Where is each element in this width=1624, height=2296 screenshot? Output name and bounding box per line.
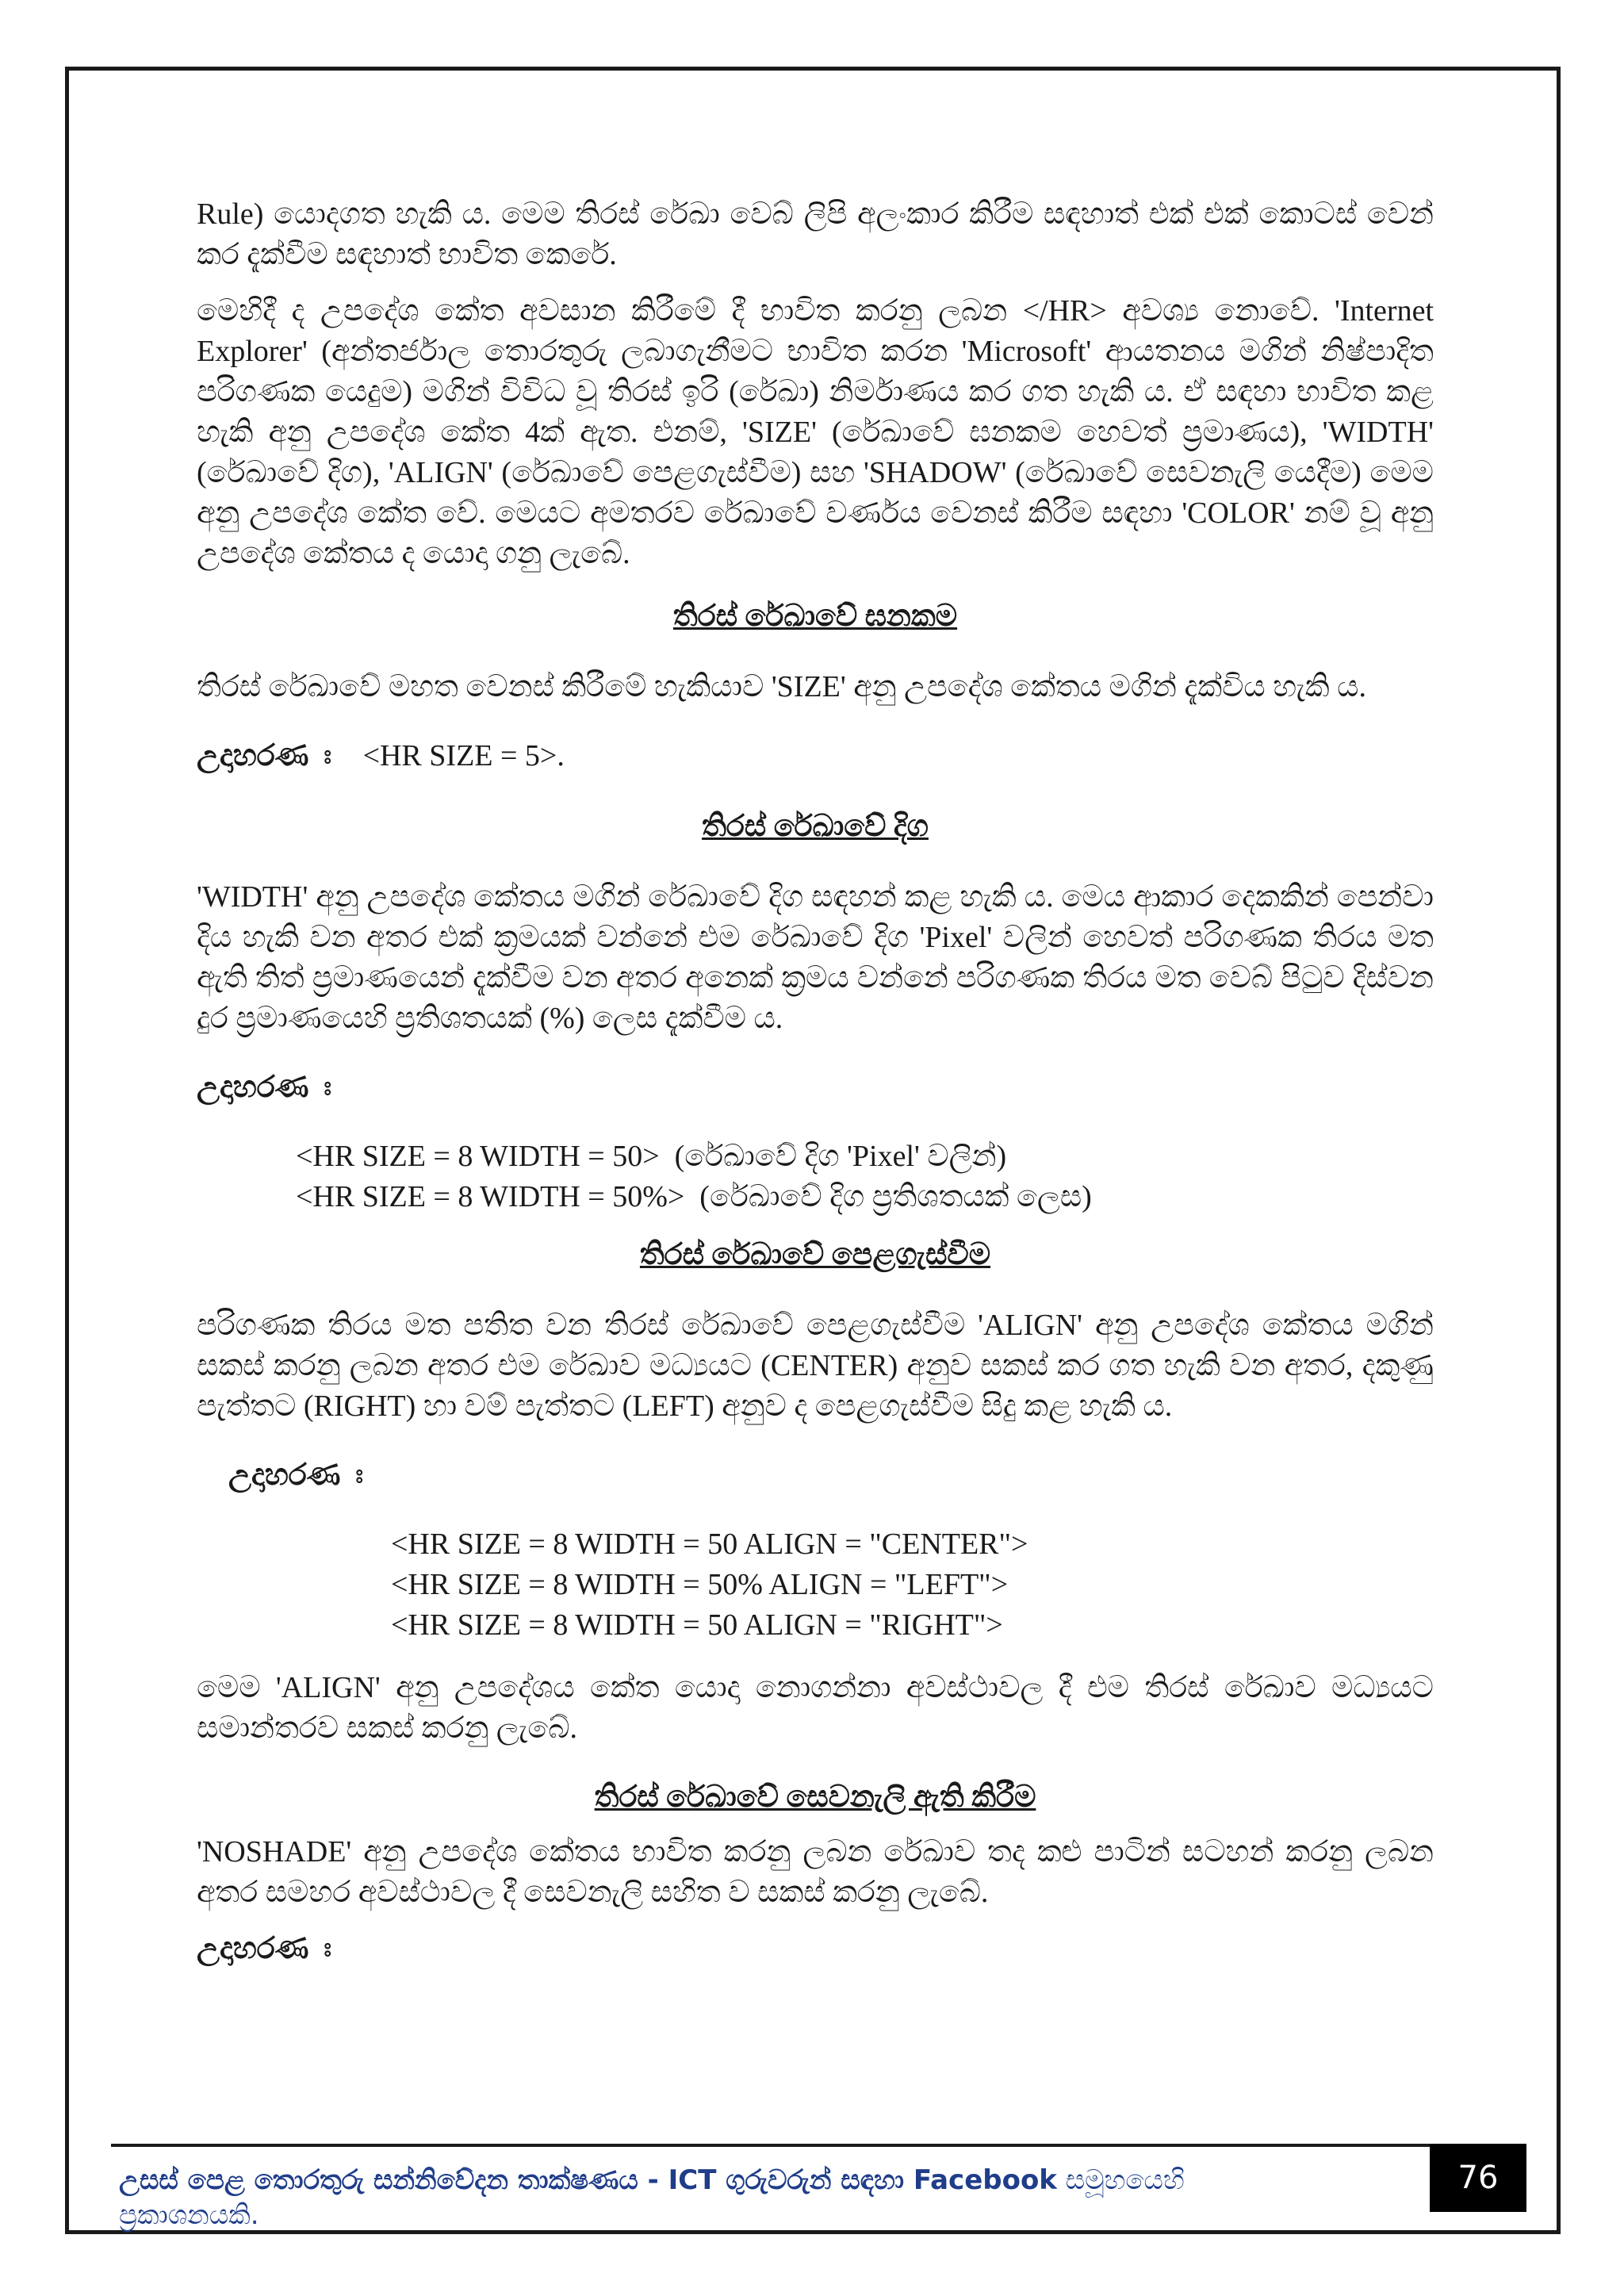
- example-3-code-block: [391, 1524, 1434, 1646]
- paragraph-noshade-attribute: 'NOSHADE' අනු උපදේශ කේතය භාවිත කරනු ලබන රේඛාව තද කළු පාටින් සටහන් කරනු ලබන අතර සමහර අවස්ථාවල දී සෙවනැලි සහිත ව සකස් කරනු ලැබේ.: [197, 1835, 1434, 1909]
- example-code-line: <HR SIZE = 8 WIDTH = 50%> (රේඛාවේ දිග ප්‍රතිශතයක් ලෙස): [296, 1180, 1092, 1213]
- heading-line-thickness: තිරස් රේඛාවේ ඝනකම: [672, 600, 958, 633]
- paragraph-align-default: මෙම 'ALIGN' අනු උපදේශය කේත යොදා නොගන්නා අවස්ථාවල දී එම තිරස් රේඛාව මධ්‍යයට සමාන්තරව සකස් කරනු ලැබේ.: [197, 1671, 1434, 1745]
- example-label: උදාහරණ ඃ: [228, 1458, 364, 1492]
- paragraph-intro: Rule) යොදගත හැකි ය. මෙම තිරස් රේඛා වෙබ් ලිපි අලංකාර කිරීම සඳහාත් එක් එක් කොටස් වෙන් කර දැක්වීම සඳහාත් භාවිත කෙරේ.: [197, 197, 1434, 271]
- example-code-line: <HR SIZE = 8 WIDTH = 50 ALIGN = "RIGHT">: [391, 1608, 1003, 1642]
- paragraph-hr-attributes: මෙහිදී ද උපදේශ කේත අවසාන කිරීමේ දී භාවිත කරනු ලබන </HR> අවශ්‍ය නොවේ. 'Internet Explorer' (අන්තර්ජාල තොරතුරු ලබාගැනීමට භාවිත කරන 'Microsoft' ආයතනය මගින් නිෂ්පාදිත පරිගණක යෙදුම) මගින් විවිධ වූ තිරස් ඉරි (රේඛා) නිර්මාණය කර ගත හැකි ය. ඒ සඳහා භාවිත කළ හැකි අනු උපදේශ කේත 4ක් ඇත. එනම්, 'SIZE' (රේඛාවේ ඝනකම හෙවත් ප්‍රමාණය), 'WIDTH' (රේඛාවේ දිග), 'ALIGN' (රේඛාවේ පෙළගැස්වීම) සහ 'SHADOW' (රේඛාවේ සෙවනැලි යෙදීම) මෙම අනු උපදේශ කේත වේ. මෙයට අමතරව රේඛාවේ වර්ණය වෙනස් කිරීම සඳහා 'COLOR' නම් වූ අනු උපදේශ කේතය ද යොදා ගනු ලැබේ.: [197, 294, 1434, 570]
- paragraph-align-attribute: පරිගණක තිරය මත පතිත වන තිරස් රේඛාවේ පෙළගැස්වීම 'ALIGN' අනු උපදේශ කේතය මගින් සකස් කරනු ලබන අතර එම රේඛාව මධ්‍යයට (CENTER) අනුව සකස් කර ගත හැකි වන අතර, දකුණු පැත්තට (RIGHT) හා වම් පැත්තට (LEFT) අනුව ද පෙළගැස්වීම සිදු කළ හැකි ය.: [197, 1309, 1434, 1423]
- example-label: උදාහරණ ඃ: [197, 739, 332, 772]
- footer-text-part2: සමූහයෙහි ප්‍රකාශනයකි.: [119, 2164, 1185, 2231]
- heading-line-length: තිරස් රේඛාවේ දිග: [702, 810, 929, 843]
- example-code-line: <HR SIZE = 8 WIDTH = 50% ALIGN = "LEFT">: [391, 1568, 1009, 1601]
- heading-line-shadow: තිරස් රේඛාවේ සෙවනැලි ඇති කිරීම: [594, 1780, 1036, 1814]
- example-code: <HR SIZE = 5>.: [362, 739, 565, 772]
- footer-divider: [111, 2144, 1459, 2147]
- footer-text-part1: උසස් පෙළ තොරතුරු සන්නිවේදන තාක්ෂණය - ICT ගුරුවරුන් සඳහා: [119, 2164, 914, 2196]
- example-label: උදාහරණ ඃ: [197, 1071, 332, 1104]
- example-code-line: <HR SIZE = 8 WIDTH = 50 ALIGN = "CENTER">: [391, 1527, 1028, 1561]
- example-code-line: <HR SIZE = 8 WIDTH = 50> (රේඛාවේ දිග 'Pixel' වලින්): [296, 1140, 1007, 1173]
- paragraph-width-attribute: 'WIDTH' අනු උපදේශ කේතය මගින් රේඛාවේ දිග සඳහන් කළ හැකි ය. මෙය ආකාර දෙකකින් පෙන්වා දිය හැකි වන අතර එක් ක්‍රමයක් වන්නේ එම රේඛාවේ දිග 'Pixel' වලින් හෙවත් පරිගණක තිරය මත ඇති තිත් ප්‍රමාණයෙන් දැක්වීම වන අතර අනෙක් ක්‍රමය වන්නේ පරිගණක තිරය මත වෙබ් පිටුව දිස්වන දුර ප්‍රමාණයෙහි ප්‍රතිශතයක් (%) ලෙස දැක්වීම ය.: [197, 880, 1434, 1035]
- example-label: උදාහරණ ඃ: [197, 1932, 332, 1965]
- heading-line-alignment: තිරස් රේඛාවේ පෙළගැස්වීම: [639, 1238, 991, 1271]
- footer-brand: Facebook: [913, 2164, 1057, 2196]
- paragraph-size-attribute: තිරස් රේඛාවේ මහත වෙනස් කිරීමේ හැකියාව 'SIZE' අනු උපදේශ කේතය මගින් දැක්විය හැකි ය.: [197, 670, 1366, 703]
- example-1: [197, 736, 1434, 776]
- footer-publication-note: [119, 2163, 1308, 2233]
- document-body: [197, 194, 1434, 1969]
- example-2-code-block: [296, 1137, 1434, 1217]
- page-number: 76: [1430, 2144, 1526, 2212]
